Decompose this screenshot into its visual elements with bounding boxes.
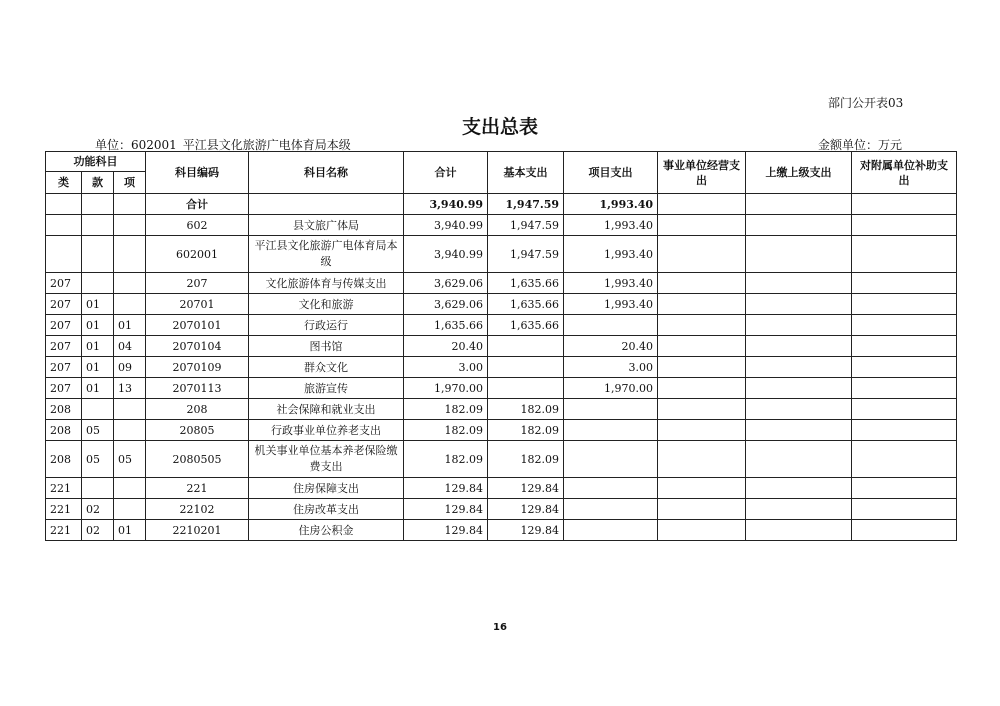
cell-basic: 129.84 — [488, 478, 564, 499]
cell-upper — [746, 520, 852, 541]
cell-code: 221 — [146, 478, 249, 499]
cell-name: 住房改革支出 — [249, 499, 404, 520]
cell-business — [658, 236, 746, 273]
cell-kuan — [82, 273, 114, 294]
cell-xiang — [114, 215, 146, 236]
cell-code: 20805 — [146, 420, 249, 441]
cell-xiang — [114, 273, 146, 294]
header-total: 合计 — [404, 152, 488, 194]
table-row — [46, 273, 957, 294]
cell-xiang: 01 — [114, 315, 146, 336]
cell-lei: 207 — [46, 336, 82, 357]
cell-lei — [46, 194, 82, 215]
cell-kuan: 01 — [82, 357, 114, 378]
cell-business — [658, 378, 746, 399]
page-number: 16 — [493, 622, 507, 633]
table-row — [46, 194, 957, 215]
page-title: 支出总表 — [461, 116, 538, 138]
cell-upper — [746, 378, 852, 399]
cell-upper — [746, 499, 852, 520]
cell-project — [564, 441, 658, 478]
cell-upper — [746, 357, 852, 378]
cell-xiang — [114, 499, 146, 520]
cell-total: 3,940.99 — [404, 236, 488, 273]
cell-total: 1,635.66 — [404, 315, 488, 336]
cell-subsidy — [852, 294, 957, 315]
cell-upper — [746, 236, 852, 273]
cell-kuan: 02 — [82, 520, 114, 541]
table-row — [46, 294, 957, 315]
money-unit-label: 金额单位：万元 — [818, 138, 903, 152]
cell-code: 22102 — [146, 499, 249, 520]
cell-total: 3,629.06 — [404, 273, 488, 294]
cell-business — [658, 499, 746, 520]
cell-business — [658, 215, 746, 236]
cell-kuan — [82, 194, 114, 215]
cell-kuan: 05 — [82, 441, 114, 478]
cell-basic: 182.09 — [488, 420, 564, 441]
cell-lei: 207 — [46, 378, 82, 399]
cell-name: 图书馆 — [249, 336, 404, 357]
cell-name — [249, 194, 404, 215]
cell-project: 1,993.40 — [564, 194, 658, 215]
cell-subsidy — [852, 441, 957, 478]
cell-basic — [488, 336, 564, 357]
header-name: 科目名称 — [249, 152, 404, 194]
cell-total: 3.00 — [404, 357, 488, 378]
header-xiang: 项 — [114, 172, 146, 194]
cell-code: 208 — [146, 399, 249, 420]
header-basic: 基本支出 — [488, 152, 564, 194]
cell-lei: 221 — [46, 499, 82, 520]
cell-business — [658, 399, 746, 420]
cell-code: 2070101 — [146, 315, 249, 336]
cell-total: 182.09 — [404, 441, 488, 478]
cell-total: 1,970.00 — [404, 378, 488, 399]
cell-code: 602001 — [146, 236, 249, 273]
cell-project: 1,970.00 — [564, 378, 658, 399]
cell-upper — [746, 315, 852, 336]
cell-upper — [746, 420, 852, 441]
cell-project — [564, 478, 658, 499]
cell-xiang: 04 — [114, 336, 146, 357]
cell-total: 20.40 — [404, 336, 488, 357]
cell-basic: 1,635.66 — [488, 273, 564, 294]
cell-basic: 182.09 — [488, 441, 564, 478]
expenditure-summary-table — [45, 151, 957, 541]
cell-name: 机关事业单位基本养老保险缴费支出 — [249, 441, 404, 478]
cell-basic: 1,947.59 — [488, 215, 564, 236]
cell-code: 合计 — [146, 194, 249, 215]
cell-project — [564, 399, 658, 420]
table-row — [46, 499, 957, 520]
table-row — [46, 378, 957, 399]
cell-subsidy — [852, 399, 957, 420]
cell-basic — [488, 378, 564, 399]
cell-total: 129.84 — [404, 478, 488, 499]
cell-name: 社会保障和就业支出 — [249, 399, 404, 420]
cell-basic: 1,947.59 — [488, 236, 564, 273]
cell-name: 住房公积金 — [249, 520, 404, 541]
cell-kuan: 05 — [82, 420, 114, 441]
cell-basic: 129.84 — [488, 520, 564, 541]
cell-project: 1,993.40 — [564, 273, 658, 294]
cell-code: 2070113 — [146, 378, 249, 399]
cell-total: 129.84 — [404, 520, 488, 541]
cell-xiang: 01 — [114, 520, 146, 541]
table-row — [46, 315, 957, 336]
cell-basic: 129.84 — [488, 499, 564, 520]
cell-kuan — [82, 215, 114, 236]
cell-business — [658, 315, 746, 336]
cell-kuan: 01 — [82, 315, 114, 336]
cell-business — [658, 441, 746, 478]
cell-project — [564, 420, 658, 441]
cell-subsidy — [852, 336, 957, 357]
cell-business — [658, 294, 746, 315]
header-lei: 类 — [46, 172, 82, 194]
cell-project — [564, 315, 658, 336]
form-code: 部门公开表03 — [828, 96, 904, 110]
cell-lei — [46, 215, 82, 236]
table-row — [46, 520, 957, 541]
cell-kuan: 01 — [82, 336, 114, 357]
cell-upper — [746, 399, 852, 420]
cell-code: 2080505 — [146, 441, 249, 478]
cell-project — [564, 520, 658, 541]
cell-subsidy — [852, 215, 957, 236]
cell-lei — [46, 236, 82, 273]
cell-upper — [746, 478, 852, 499]
cell-total: 3,940.99 — [404, 215, 488, 236]
cell-subsidy — [852, 194, 957, 215]
cell-name: 平江县文化旅游广电体育局本级 — [249, 236, 404, 273]
cell-subsidy — [852, 315, 957, 336]
table-row — [46, 357, 957, 378]
header-kuan: 款 — [82, 172, 114, 194]
table-row — [46, 215, 957, 236]
cell-upper — [746, 294, 852, 315]
cell-business — [658, 273, 746, 294]
cell-code: 602 — [146, 215, 249, 236]
cell-subsidy — [852, 499, 957, 520]
cell-upper — [746, 194, 852, 215]
cell-total: 3,629.06 — [404, 294, 488, 315]
cell-lei: 208 — [46, 399, 82, 420]
cell-lei: 208 — [46, 441, 82, 478]
cell-name: 行政事业单位养老支出 — [249, 420, 404, 441]
cell-subsidy — [852, 357, 957, 378]
table-row — [46, 420, 957, 441]
cell-upper — [746, 441, 852, 478]
cell-xiang — [114, 420, 146, 441]
table-row — [46, 441, 957, 478]
cell-kuan — [82, 399, 114, 420]
cell-project: 1,993.40 — [564, 215, 658, 236]
cell-code: 2070109 — [146, 357, 249, 378]
cell-upper — [746, 273, 852, 294]
cell-project: 1,993.40 — [564, 236, 658, 273]
cell-code: 20701 — [146, 294, 249, 315]
table-row — [46, 236, 957, 273]
cell-upper — [746, 215, 852, 236]
cell-kuan: 02 — [82, 499, 114, 520]
cell-xiang: 13 — [114, 378, 146, 399]
cell-total: 129.84 — [404, 499, 488, 520]
header-business: 事业单位经营支出 — [658, 152, 746, 194]
cell-project: 1,993.40 — [564, 294, 658, 315]
cell-lei: 207 — [46, 315, 82, 336]
cell-basic: 1,635.66 — [488, 315, 564, 336]
cell-business — [658, 520, 746, 541]
cell-xiang: 05 — [114, 441, 146, 478]
cell-lei: 207 — [46, 273, 82, 294]
cell-xiang — [114, 194, 146, 215]
cell-name: 旅游宣传 — [249, 378, 404, 399]
cell-subsidy — [852, 520, 957, 541]
cell-basic: 1,635.66 — [488, 294, 564, 315]
cell-lei: 207 — [46, 294, 82, 315]
cell-total: 182.09 — [404, 420, 488, 441]
cell-name: 文化和旅游 — [249, 294, 404, 315]
cell-kuan: 01 — [82, 378, 114, 399]
cell-code: 207 — [146, 273, 249, 294]
cell-name: 行政运行 — [249, 315, 404, 336]
cell-project: 20.40 — [564, 336, 658, 357]
cell-kuan — [82, 478, 114, 499]
cell-business — [658, 420, 746, 441]
cell-lei: 207 — [46, 357, 82, 378]
cell-business — [658, 336, 746, 357]
cell-basic: 1,947.59 — [488, 194, 564, 215]
cell-subsidy — [852, 478, 957, 499]
cell-lei: 221 — [46, 478, 82, 499]
header-upper: 上缴上级支出 — [746, 152, 852, 194]
cell-code: 2210201 — [146, 520, 249, 541]
table-row — [46, 336, 957, 357]
cell-lei: 221 — [46, 520, 82, 541]
cell-xiang — [114, 478, 146, 499]
unit-label: 单位：602001_平江县文化旅游广电体育局本级 — [95, 138, 351, 152]
cell-xiang: 09 — [114, 357, 146, 378]
cell-kuan: 01 — [82, 294, 114, 315]
cell-subsidy — [852, 236, 957, 273]
cell-business — [658, 357, 746, 378]
cell-name: 群众文化 — [249, 357, 404, 378]
cell-name: 县文旅广体局 — [249, 215, 404, 236]
cell-basic — [488, 357, 564, 378]
cell-total: 182.09 — [404, 399, 488, 420]
table-row — [46, 399, 957, 420]
cell-code: 2070104 — [146, 336, 249, 357]
header-func-subject: 功能科目 — [46, 152, 146, 172]
cell-xiang — [114, 399, 146, 420]
cell-project: 3.00 — [564, 357, 658, 378]
cell-business — [658, 194, 746, 215]
cell-kuan — [82, 236, 114, 273]
header-subsidy: 对附属单位补助支出 — [852, 152, 957, 194]
cell-subsidy — [852, 378, 957, 399]
cell-basic: 182.09 — [488, 399, 564, 420]
cell-subsidy — [852, 273, 957, 294]
cell-xiang — [114, 294, 146, 315]
cell-business — [658, 478, 746, 499]
table-row — [46, 478, 957, 499]
cell-upper — [746, 336, 852, 357]
cell-name: 文化旅游体育与传媒支出 — [249, 273, 404, 294]
cell-subsidy — [852, 420, 957, 441]
cell-project — [564, 499, 658, 520]
header-code: 科目编码 — [146, 152, 249, 194]
cell-xiang — [114, 236, 146, 273]
cell-name: 住房保障支出 — [249, 478, 404, 499]
header-project: 项目支出 — [564, 152, 658, 194]
cell-lei: 208 — [46, 420, 82, 441]
cell-total: 3,940.99 — [404, 194, 488, 215]
